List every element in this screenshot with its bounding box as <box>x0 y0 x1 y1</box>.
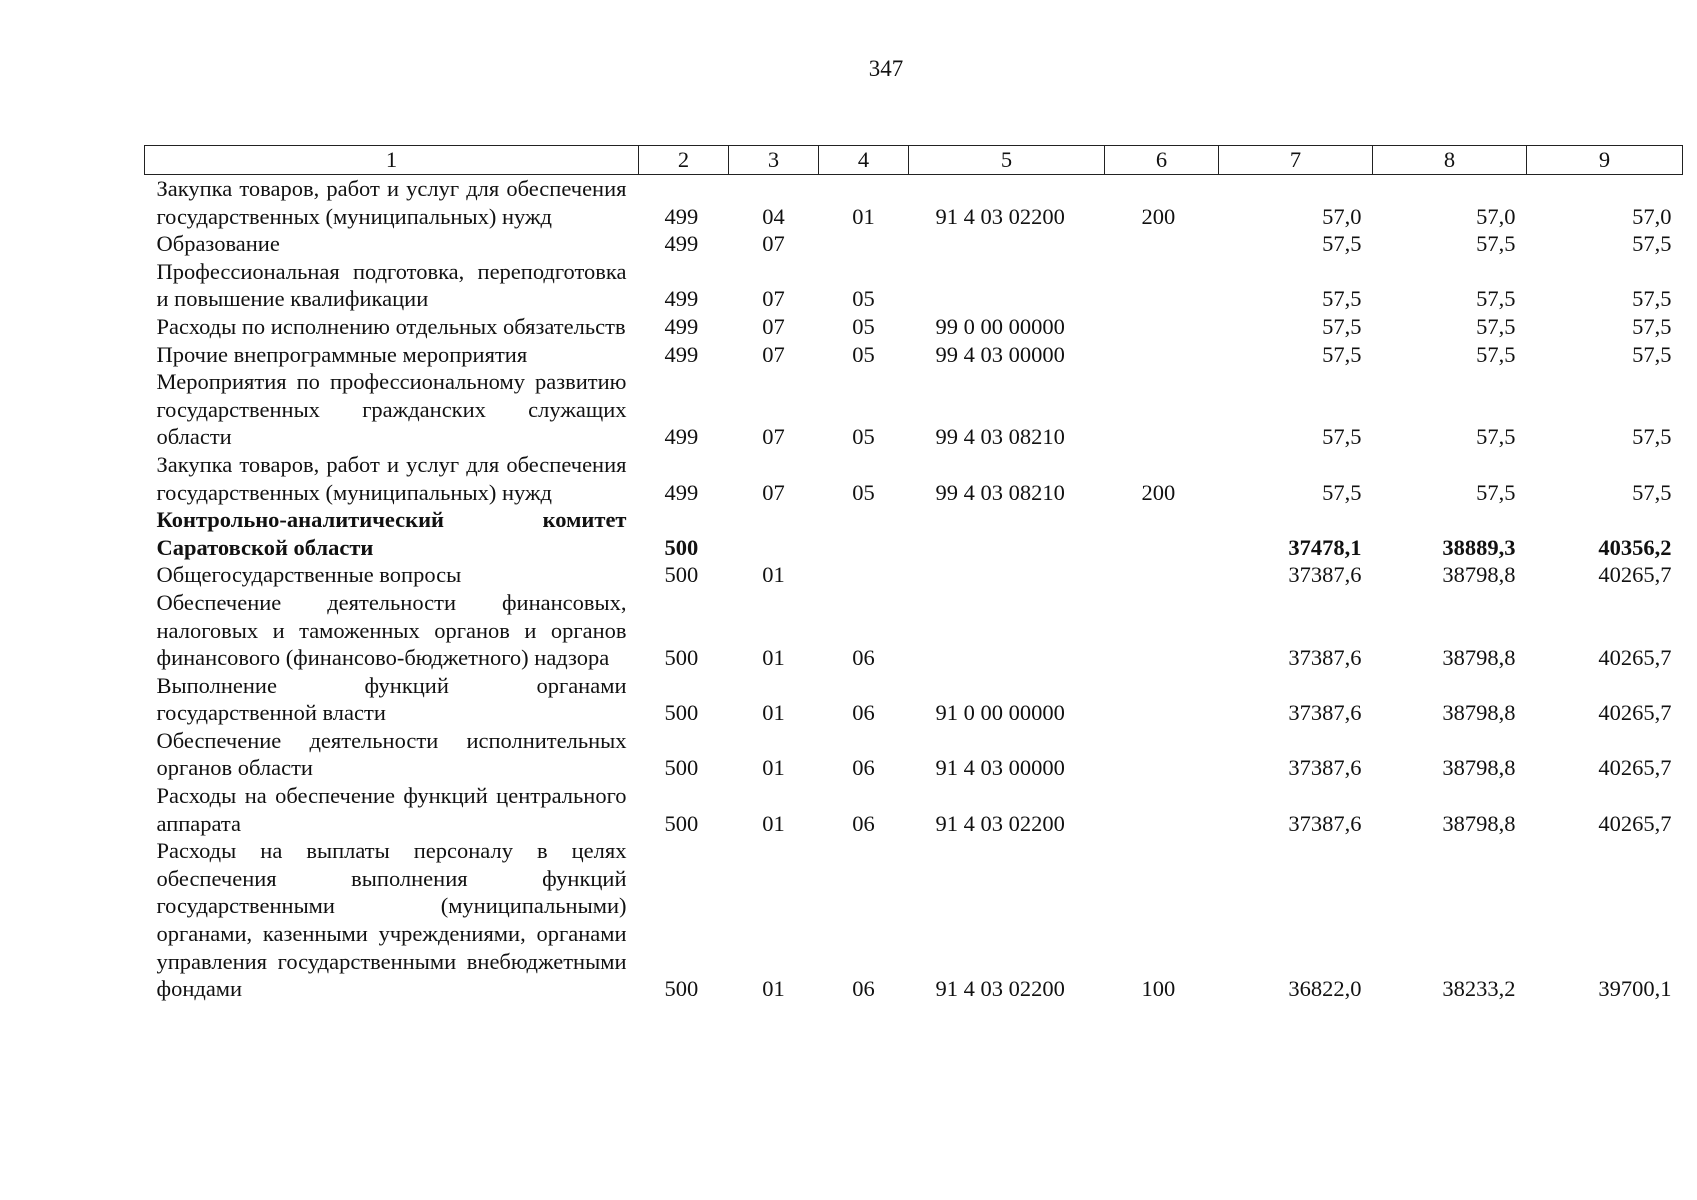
row-code-cell: 500 <box>664 700 699 726</box>
table-row <box>145 672 1683 727</box>
row-value-9-cell: 57,5 <box>1632 231 1672 257</box>
row-code-cell: 499 <box>664 424 699 450</box>
row-expense-type-cell: 200 <box>1141 479 1176 505</box>
row-value-9-cell: 40356,2 <box>1598 534 1672 560</box>
row-expense-type-cell: 200 <box>1141 203 1176 229</box>
row-section-cell: 07 <box>762 286 785 312</box>
header-cell-9: 9 <box>1527 146 1683 175</box>
row-subsection-cell: 05 <box>852 479 875 505</box>
row-expense-type-cell <box>1105 727 1219 782</box>
row-value-8-cell: 38798,8 <box>1442 562 1516 588</box>
table-row <box>145 313 1683 341</box>
table-row <box>145 451 1683 506</box>
row-section-cell: 01 <box>762 645 785 671</box>
row-name-cell: Расходы на обеспечение функций центрального аппарата <box>156 783 627 836</box>
row-value-7-cell: 57,5 <box>1322 313 1362 339</box>
table-row <box>145 230 1683 258</box>
row-expense-type-cell <box>1105 506 1219 561</box>
row-expense-type-cell <box>1105 368 1219 451</box>
row-code-cell: 499 <box>664 203 699 229</box>
row-value-8-cell: 38233,2 <box>1442 976 1516 1002</box>
row-value-9-cell: 57,5 <box>1632 286 1672 312</box>
row-value-9-cell: 40265,7 <box>1598 700 1672 726</box>
row-name-cell: Образование <box>156 231 280 257</box>
header-cell-4: 4 <box>819 146 909 175</box>
row-value-7-cell: 37478,1 <box>1288 534 1362 560</box>
row-value-7-cell: 57,5 <box>1322 479 1362 505</box>
row-code-cell: 500 <box>664 562 699 588</box>
row-name-cell: Прочие внепрограммные мероприятия <box>156 341 528 367</box>
row-code-cell: 499 <box>664 341 699 367</box>
row-subsection-cell <box>819 506 909 561</box>
row-name-cell: Закупка товаров, работ и услуг для обеспечения государственных (муниципальных) нужд <box>156 176 627 229</box>
row-section-cell <box>729 506 819 561</box>
row-section-cell: 07 <box>762 341 785 367</box>
row-code-cell: 500 <box>664 534 699 560</box>
row-subsection-cell: 06 <box>852 755 875 781</box>
header-row <box>145 146 1683 175</box>
row-value-7-cell: 37387,6 <box>1288 755 1362 781</box>
row-code-cell: 500 <box>664 645 699 671</box>
row-target-item-cell: 91 4 03 02200 <box>935 810 1065 836</box>
row-section-cell: 07 <box>762 313 785 339</box>
table-row <box>145 258 1683 313</box>
row-section-cell: 04 <box>762 203 785 229</box>
row-value-7-cell: 57,5 <box>1322 231 1362 257</box>
row-subsection-cell: 06 <box>852 700 875 726</box>
row-value-9-cell: 57,5 <box>1632 479 1672 505</box>
row-value-9-cell: 57,5 <box>1632 424 1672 450</box>
row-value-9-cell: 40265,7 <box>1598 810 1672 836</box>
row-value-7-cell: 37387,6 <box>1288 562 1362 588</box>
table-row <box>145 589 1683 672</box>
row-section-cell: 07 <box>762 231 785 257</box>
row-target-item-cell <box>909 589 1105 672</box>
table-header <box>145 146 1683 175</box>
row-code-cell: 500 <box>664 976 699 1002</box>
row-name-cell: Закупка товаров, работ и услуг для обеспечения государственных (муниципальных) нужд <box>156 451 627 505</box>
row-value-7-cell: 57,0 <box>1322 203 1362 229</box>
row-target-item-cell <box>909 230 1105 258</box>
row-value-7-cell: 37387,6 <box>1288 700 1362 726</box>
row-value-8-cell: 57,5 <box>1476 341 1516 367</box>
row-value-9-cell: 57,5 <box>1632 341 1672 367</box>
row-name-cell: Мероприятия по профессиональному развитию государственных гражданских служащих области <box>156 369 627 450</box>
table-row <box>145 727 1683 782</box>
header-cell-8: 8 <box>1373 146 1527 175</box>
row-name-cell: Расходы на выплаты персоналу в целях обеспечения выполнения функций государственными (муниципальными) органами, казенными учреждениями, органами управления государственными внебюджетными фондами <box>156 838 627 1002</box>
row-value-9-cell: 40265,7 <box>1598 645 1672 671</box>
row-target-item-cell: 99 4 03 08210 <box>935 424 1065 450</box>
row-value-9-cell: 57,0 <box>1632 203 1672 229</box>
row-code-cell: 499 <box>664 231 699 257</box>
budget-table <box>144 145 1683 1003</box>
row-subsection-cell: 05 <box>852 313 875 339</box>
row-target-item-cell: 99 4 03 00000 <box>935 341 1065 367</box>
table-body <box>145 175 1683 1003</box>
row-subsection-cell <box>819 561 909 589</box>
table-row <box>145 175 1683 231</box>
row-target-item-cell: 91 4 03 02200 <box>935 203 1065 229</box>
row-section-cell: 01 <box>762 700 785 726</box>
row-target-item-cell <box>909 506 1105 561</box>
row-target-item-cell: 91 0 00 00000 <box>935 700 1065 726</box>
page-number: 347 <box>868 56 904 81</box>
row-expense-type-cell: 100 <box>1141 976 1176 1002</box>
table-row <box>145 782 1683 837</box>
row-value-8-cell: 38889,3 <box>1442 534 1516 560</box>
row-target-item-cell <box>909 258 1105 313</box>
table-row <box>145 368 1683 451</box>
row-value-7-cell: 57,5 <box>1322 341 1362 367</box>
row-name-cell: Общегосударственные вопросы <box>156 562 462 588</box>
header-cell-5: 5 <box>909 146 1105 175</box>
row-subsection-cell: 06 <box>852 810 875 836</box>
row-target-item-cell: 99 4 03 08210 <box>935 479 1065 505</box>
row-value-8-cell: 57,5 <box>1476 424 1516 450</box>
row-subsection-cell: 06 <box>852 976 875 1002</box>
row-expense-type-cell <box>1105 589 1219 672</box>
header-cell-7: 7 <box>1219 146 1373 175</box>
row-value-7-cell: 36822,0 <box>1288 976 1362 1002</box>
row-value-8-cell: 57,5 <box>1476 286 1516 312</box>
row-target-item-cell: 91 4 03 00000 <box>935 755 1065 781</box>
header-cell-2: 2 <box>639 146 729 175</box>
row-target-item-cell <box>909 561 1105 589</box>
row-code-cell: 499 <box>664 286 699 312</box>
row-subsection-cell: 06 <box>852 645 875 671</box>
row-value-8-cell: 57,5 <box>1476 479 1516 505</box>
row-section-cell: 07 <box>762 479 785 505</box>
table-row <box>145 341 1683 369</box>
row-code-cell: 499 <box>664 313 699 339</box>
row-subsection-cell <box>819 230 909 258</box>
row-code-cell: 500 <box>664 810 699 836</box>
row-value-7-cell: 57,5 <box>1322 424 1362 450</box>
header-cell-1: 1 <box>145 146 639 175</box>
row-subsection-cell: 05 <box>852 286 875 312</box>
header-cell-3: 3 <box>729 146 819 175</box>
table-row <box>145 506 1683 561</box>
row-section-cell: 01 <box>762 562 785 588</box>
row-expense-type-cell <box>1105 672 1219 727</box>
row-section-cell: 01 <box>762 755 785 781</box>
row-value-8-cell: 38798,8 <box>1442 700 1516 726</box>
row-value-8-cell: 57,5 <box>1476 231 1516 257</box>
row-expense-type-cell <box>1105 230 1219 258</box>
row-name-cell: Выполнение функций органами государственной власти <box>156 672 627 726</box>
row-section-cell: 01 <box>762 976 785 1002</box>
table-row <box>145 561 1683 589</box>
row-expense-type-cell <box>1105 313 1219 341</box>
row-name-cell: Расходы по исполнению отдельных обязательств <box>156 313 626 339</box>
header-cell-6: 6 <box>1105 146 1219 175</box>
row-code-cell: 499 <box>664 479 699 505</box>
row-target-item-cell: 91 4 03 02200 <box>935 976 1065 1002</box>
row-value-7-cell: 37387,6 <box>1288 645 1362 671</box>
row-value-8-cell: 38798,8 <box>1442 645 1516 671</box>
row-value-8-cell: 38798,8 <box>1442 755 1516 781</box>
row-section-cell: 01 <box>762 810 785 836</box>
row-expense-type-cell <box>1105 258 1219 313</box>
row-name-cell: Профессиональная подготовка, переподготовка и повышение квалификации <box>156 258 627 312</box>
row-value-8-cell: 57,0 <box>1476 203 1516 229</box>
row-name-cell: Обеспечение деятельности финансовых, налоговых и таможенных органов и органов финансового (финансово-бюджетного) надзора <box>156 589 627 671</box>
row-subsection-cell: 01 <box>852 203 875 229</box>
row-value-9-cell: 57,5 <box>1632 313 1672 339</box>
row-value-7-cell: 37387,6 <box>1288 810 1362 836</box>
row-expense-type-cell <box>1105 782 1219 837</box>
row-name-cell: Контрольно-аналитический комитет Саратовской области <box>156 507 627 560</box>
row-subsection-cell: 05 <box>852 424 875 450</box>
row-value-9-cell: 39700,1 <box>1598 976 1672 1002</box>
row-code-cell: 500 <box>664 755 699 781</box>
row-section-cell: 07 <box>762 424 785 450</box>
row-name-cell: Обеспечение деятельности исполнительных органов области <box>156 727 627 781</box>
table-row <box>145 837 1683 1003</box>
row-value-9-cell: 40265,7 <box>1598 562 1672 588</box>
row-value-8-cell: 57,5 <box>1476 313 1516 339</box>
row-target-item-cell: 99 0 00 00000 <box>935 313 1065 339</box>
row-expense-type-cell <box>1105 561 1219 589</box>
row-value-9-cell: 40265,7 <box>1598 755 1672 781</box>
row-value-7-cell: 57,5 <box>1322 286 1362 312</box>
row-value-8-cell: 38798,8 <box>1442 810 1516 836</box>
row-expense-type-cell <box>1105 341 1219 369</box>
row-subsection-cell: 05 <box>852 341 875 367</box>
